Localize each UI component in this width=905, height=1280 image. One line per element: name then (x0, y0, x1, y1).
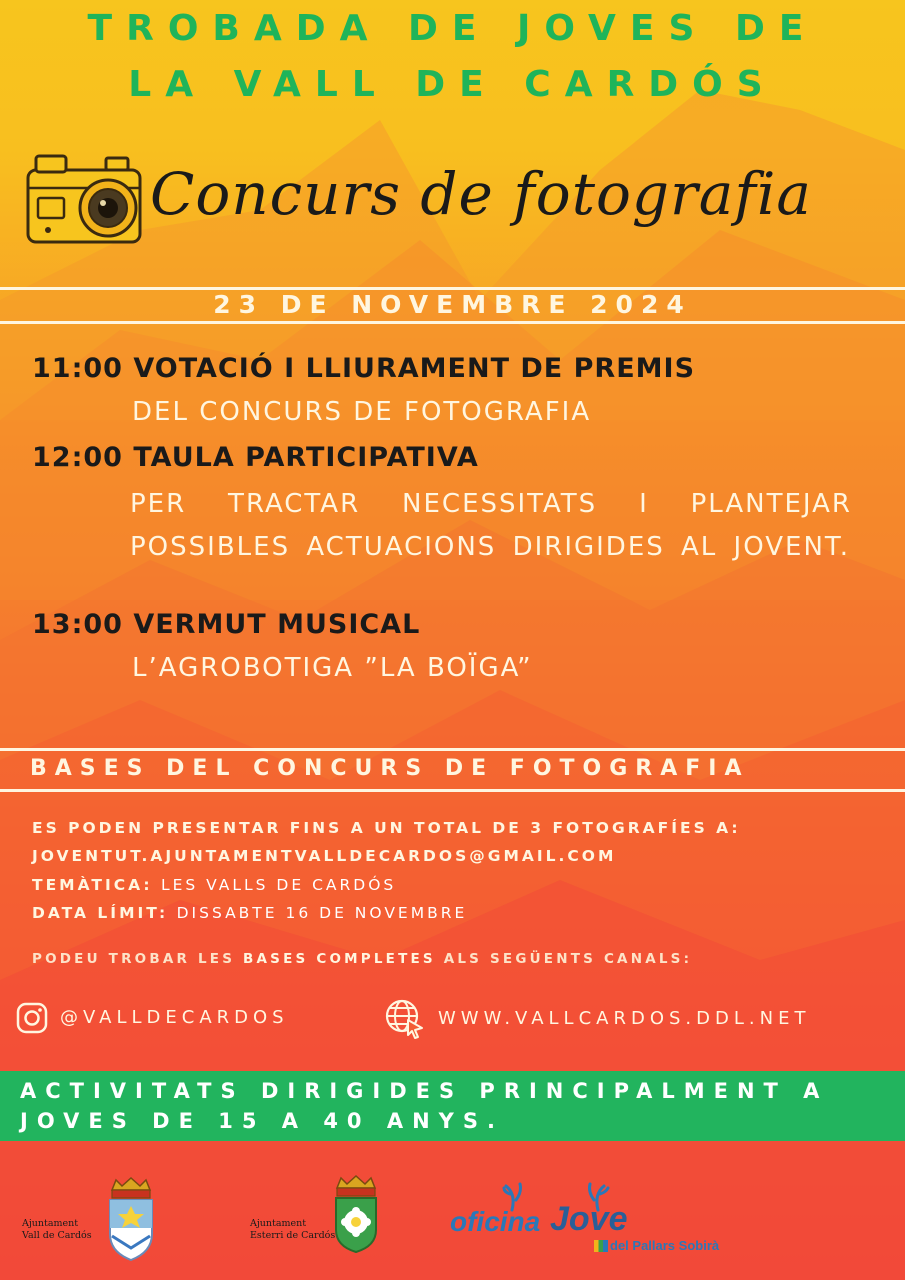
tematica-label: TEMÀTICA: (32, 876, 153, 894)
deadline-value: DISSABTE 16 DE NOVEMBRE (176, 904, 468, 922)
logo2-caption-line-1: Ajuntament (250, 1218, 307, 1229)
age-banner (0, 1071, 905, 1141)
bases-title: BASES DEL CONCURS DE FOTOGRAFIA (30, 756, 750, 781)
globe-cursor-icon (384, 998, 426, 1040)
bases-line-1: ES PODEN PRESENTAR FINS A UN TOTAL DE 3 FOTOGRAFÍES A: (32, 819, 741, 837)
bases-deadline (32, 904, 467, 922)
website-link[interactable]: WWW.VALLCARDOS.DDL.NET (438, 1008, 811, 1029)
title-line-1: TROBADA DE JOVES DE (87, 8, 818, 49)
schedule-item-1-title: 11:00 VOTACIÓ I LLIURAMENT DE PREMIS (32, 353, 696, 384)
event-date: 23 DE NOVEMBRE 2024 (213, 290, 692, 319)
deadline-label: DATA LÍMIT: (32, 904, 169, 922)
bases-email: JOVENTUT.AJUNTAMENTVALLDECARDOS@GMAIL.COM (32, 847, 617, 865)
logo1-caption (22, 1218, 92, 1242)
oficina-jove-logo (450, 1180, 750, 1260)
schedule-item-3-description: L’AGROBOTIGA ”LA BOÏGA” (132, 653, 533, 683)
schedule-item-3-title: 13:00 VERMUT MUSICAL (32, 609, 421, 640)
color-bars-icon (594, 1240, 608, 1252)
instagram-handle[interactable]: @VALLDECARDOS (60, 1007, 289, 1028)
divider-top-2 (0, 321, 905, 324)
channels-post: ALS SEGÜENTS CANALS: (435, 951, 693, 967)
logo2-caption (250, 1218, 335, 1242)
camera-icon (18, 142, 150, 252)
banner-line-2: JOVES DE 15 A 40 ANYS. (20, 1109, 504, 1133)
logo1-caption-line-1: Ajuntament (22, 1218, 79, 1229)
channels-pre: PODEU TROBAR LES (32, 951, 244, 967)
jove-word: Jove (550, 1200, 628, 1238)
tematica-value: LES VALLS DE CARDÓS (160, 876, 397, 894)
schedule-item-1-description: DEL CONCURS DE FOTOGRAFIA (132, 397, 592, 427)
bases-tematica (32, 876, 396, 894)
channels-note (32, 951, 692, 967)
esterri-de-cardos-coat-of-arms (330, 1174, 382, 1254)
vall-de-cardos-coat-of-arms (104, 1176, 158, 1262)
contest-subtitle: Concurs de fotografia (150, 160, 812, 228)
divider-bases-2 (0, 789, 905, 792)
channels-bold: BASES COMPLETES (243, 951, 436, 967)
logo2-caption-line-2: Esterri de Cardós (250, 1230, 336, 1241)
schedule-item-2-title: 12:00 TAULA PARTICIPATIVA (32, 442, 479, 473)
oficina-subtitle: del Pallars Sobirà (610, 1238, 720, 1253)
banner-line-1: ACTIVITATS DIRIGIDES PRINCIPALMENT A (20, 1079, 829, 1103)
instagram-icon (16, 1002, 48, 1034)
logo1-caption-line-2: Vall de Cardós (22, 1230, 92, 1241)
divider-bases-1 (0, 748, 905, 751)
oficina-word: oficina (450, 1206, 541, 1237)
schedule-item-2-description: PER TRACTAR NECESSITATS I PLANTEJAR POSSIBLES ACTUACIONS DIRIGIDES AL JOVENT. (130, 489, 852, 562)
title-line-2: LA VALL DE CARDÓS (128, 64, 777, 105)
